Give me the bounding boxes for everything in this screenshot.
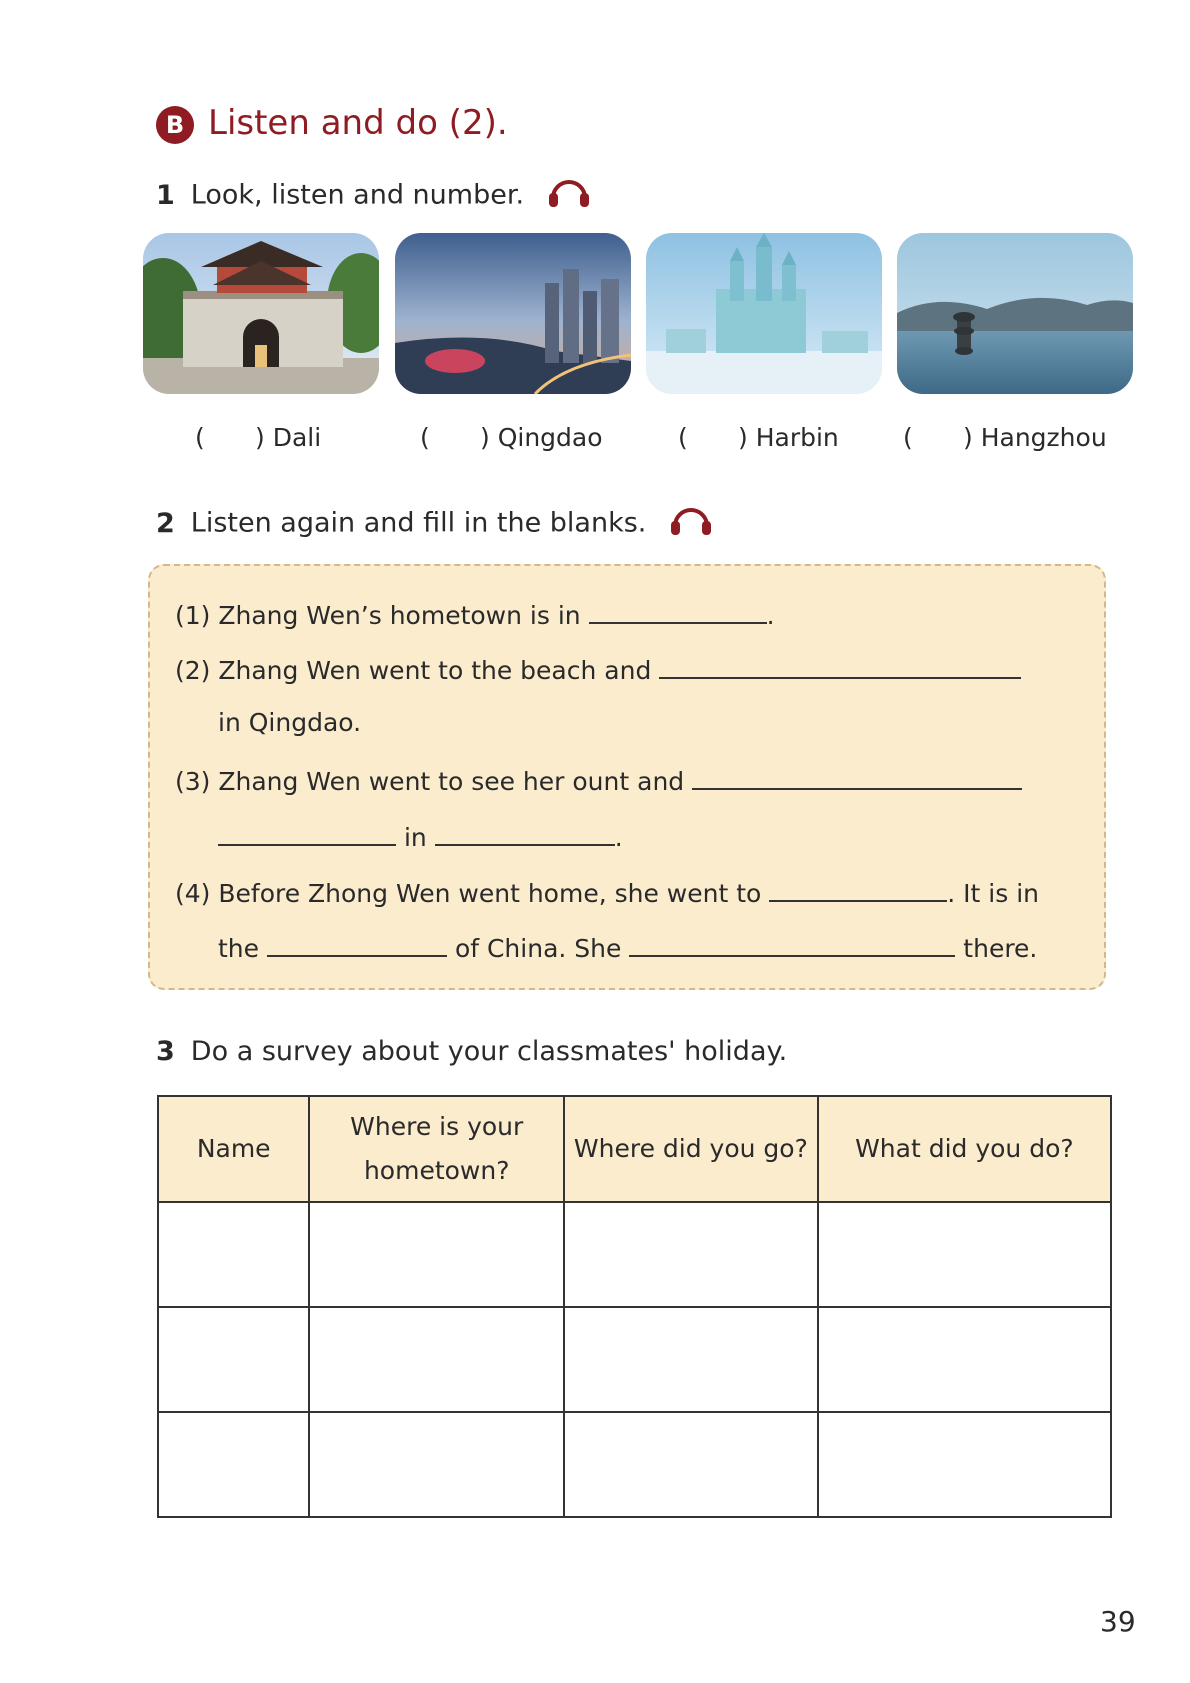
table-cell[interactable]	[818, 1202, 1111, 1307]
table-row	[158, 1202, 1111, 1307]
header-hometown: Where is your hometown?	[309, 1096, 564, 1202]
header-what: What did you do?	[818, 1096, 1111, 1202]
table-cell[interactable]	[158, 1202, 309, 1307]
table-row	[158, 1307, 1111, 1412]
table-cell[interactable]	[158, 1307, 309, 1412]
table-cell[interactable]	[309, 1202, 564, 1307]
task-number: 2	[156, 507, 175, 539]
headphones-icon[interactable]	[547, 174, 591, 218]
table-header-row	[158, 1096, 1111, 1202]
answer-blank[interactable]	[267, 929, 447, 957]
answer-blank[interactable]	[218, 818, 396, 846]
answer-blank[interactable]	[629, 929, 955, 957]
city-label-harbin: ( ) Harbin	[678, 423, 839, 452]
city-label-dali: ( ) Dali	[195, 423, 322, 452]
harbin-ice-photo	[646, 233, 882, 394]
answer-blank[interactable]	[589, 596, 767, 624]
question-2-continued: in Qingdao.	[218, 708, 362, 737]
city-label-hangzhou: ( ) Hangzhou	[903, 423, 1107, 452]
table-cell[interactable]	[564, 1307, 818, 1412]
section-badge: B	[156, 106, 194, 144]
table-cell[interactable]	[564, 1412, 818, 1517]
question-4-continued: the of China. She there.	[218, 929, 1037, 965]
table-row	[158, 1412, 1111, 1517]
question-3-continued: in .	[218, 818, 623, 854]
table-cell[interactable]	[309, 1412, 564, 1517]
section-title: Listen and do (2).	[208, 103, 508, 143]
headphones-icon[interactable]	[669, 502, 713, 546]
task-3-instruction	[156, 1034, 787, 1070]
table-cell[interactable]	[818, 1307, 1111, 1412]
answer-blank[interactable]	[769, 874, 947, 902]
task-number: 1	[156, 179, 175, 211]
question-1: (1) Zhang Wen’s hometown is in .	[175, 596, 775, 632]
task-text: Listen again and fill in the blanks.	[190, 507, 647, 539]
header-name: Name	[158, 1096, 309, 1202]
task-1-instruction	[156, 174, 591, 218]
question-4: (4) Before Zhong Wen went home, she went to . It is in	[175, 874, 1039, 910]
task-text: Do a survey about your classmates' holiday.	[190, 1036, 788, 1067]
task-2-instruction	[156, 502, 713, 546]
header-where: Where did you go?	[564, 1096, 818, 1202]
question-3: (3) Zhang Wen went to see her ount and	[175, 762, 1022, 798]
task-text: Look, listen and number.	[190, 179, 525, 211]
question-2: (2) Zhang Wen went to the beach and	[175, 651, 1021, 687]
survey-table	[157, 1095, 1112, 1518]
dali-gate-photo	[143, 233, 379, 394]
answer-blank[interactable]	[435, 818, 615, 846]
qingdao-coast-photo	[395, 233, 631, 394]
table-cell[interactable]	[564, 1202, 818, 1307]
answer-blank[interactable]	[692, 762, 1022, 790]
hangzhou-lake-photo	[897, 233, 1133, 394]
task-number: 3	[156, 1036, 175, 1067]
table-cell[interactable]	[818, 1412, 1111, 1517]
table-cell[interactable]	[158, 1412, 309, 1517]
page-number: 39	[1100, 1605, 1136, 1638]
city-label-qingdao: ( ) Qingdao	[420, 423, 603, 452]
table-cell[interactable]	[309, 1307, 564, 1412]
answer-blank[interactable]	[659, 651, 1021, 679]
